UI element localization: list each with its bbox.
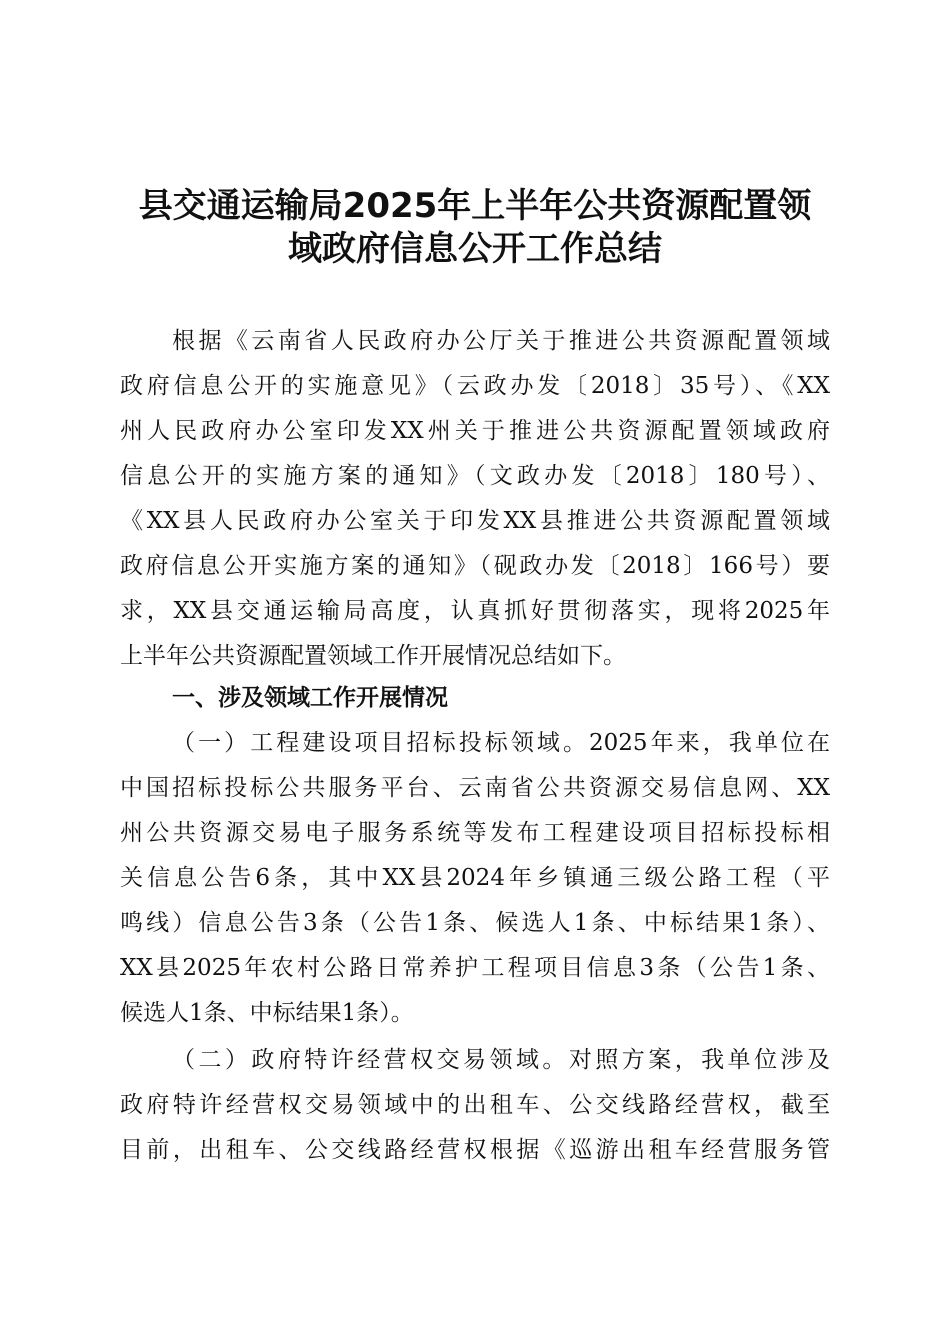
intro-paragraph-line: 政府信息公开实施方案的通知》（砚政办发〔2018〕166号）要 [120,553,830,579]
paragraph-1-line: XX县2025年农村公路日常养护工程项目信息3条（公告1条、 [120,955,830,981]
paragraph-1-line: 州公共资源交易电子服务系统等发布工程建设项目招标投标相 [120,820,830,846]
intro-paragraph-line: 政府信息公开的实施意见》（云政办发〔2018〕35号）、《XX [120,373,830,399]
paragraph-1-line: 中国招标投标公共服务平台、云南省公共资源交易信息网、XX [120,775,830,801]
paragraph-2-line: （二）政府特许经营权交易领域。对照方案，我单位涉及 [172,1047,830,1073]
document-title-line-2: 域政府信息公开工作总结 [288,229,662,269]
paragraph-1-line: 鸣线）信息公告3条（公告1条、候选人1条、中标结果1条）、 [120,910,830,936]
intro-paragraph-line: 上半年公共资源配置领域工作开展情况总结如下。 [120,643,626,669]
intro-paragraph-line: 州人民政府办公室印发XX州关于推进公共资源配置领域政府 [120,418,830,444]
document-title-line-1: 县交通运输局2025年上半年公共资源配置领 [138,186,812,226]
paragraph-1-line: 关信息公告6条，其中XX县2024年乡镇通三级公路工程（平 [120,865,830,891]
section-heading: 一、涉及领域工作开展情况 [172,685,448,711]
intro-paragraph-line: 《XX县人民政府办公室关于印发XX县推进公共资源配置领域 [120,508,830,534]
paragraph-2-line: 目前，出租车、公交线路经营权根据《巡游出租车经营服务管 [120,1137,830,1163]
paragraph-1-line: 候选人1条、中标结果1条）。 [120,1000,414,1026]
paragraph-1-line: （一）工程建设项目招标投标领域。2025年来，我单位在 [172,730,830,756]
intro-paragraph-line: 求，XX县交通运输局高度，认真抓好贯彻落实，现将2025年 [120,598,830,624]
intro-paragraph-line: 根据《云南省人民政府办公厅关于推进公共资源配置领域 [172,328,830,354]
paragraph-2-line: 政府特许经营权交易领域中的出租车、公交线路经营权，截至 [120,1092,830,1118]
intro-paragraph-line: 信息公开的实施方案的通知》（文政办发〔2018〕180号）、 [120,463,830,489]
